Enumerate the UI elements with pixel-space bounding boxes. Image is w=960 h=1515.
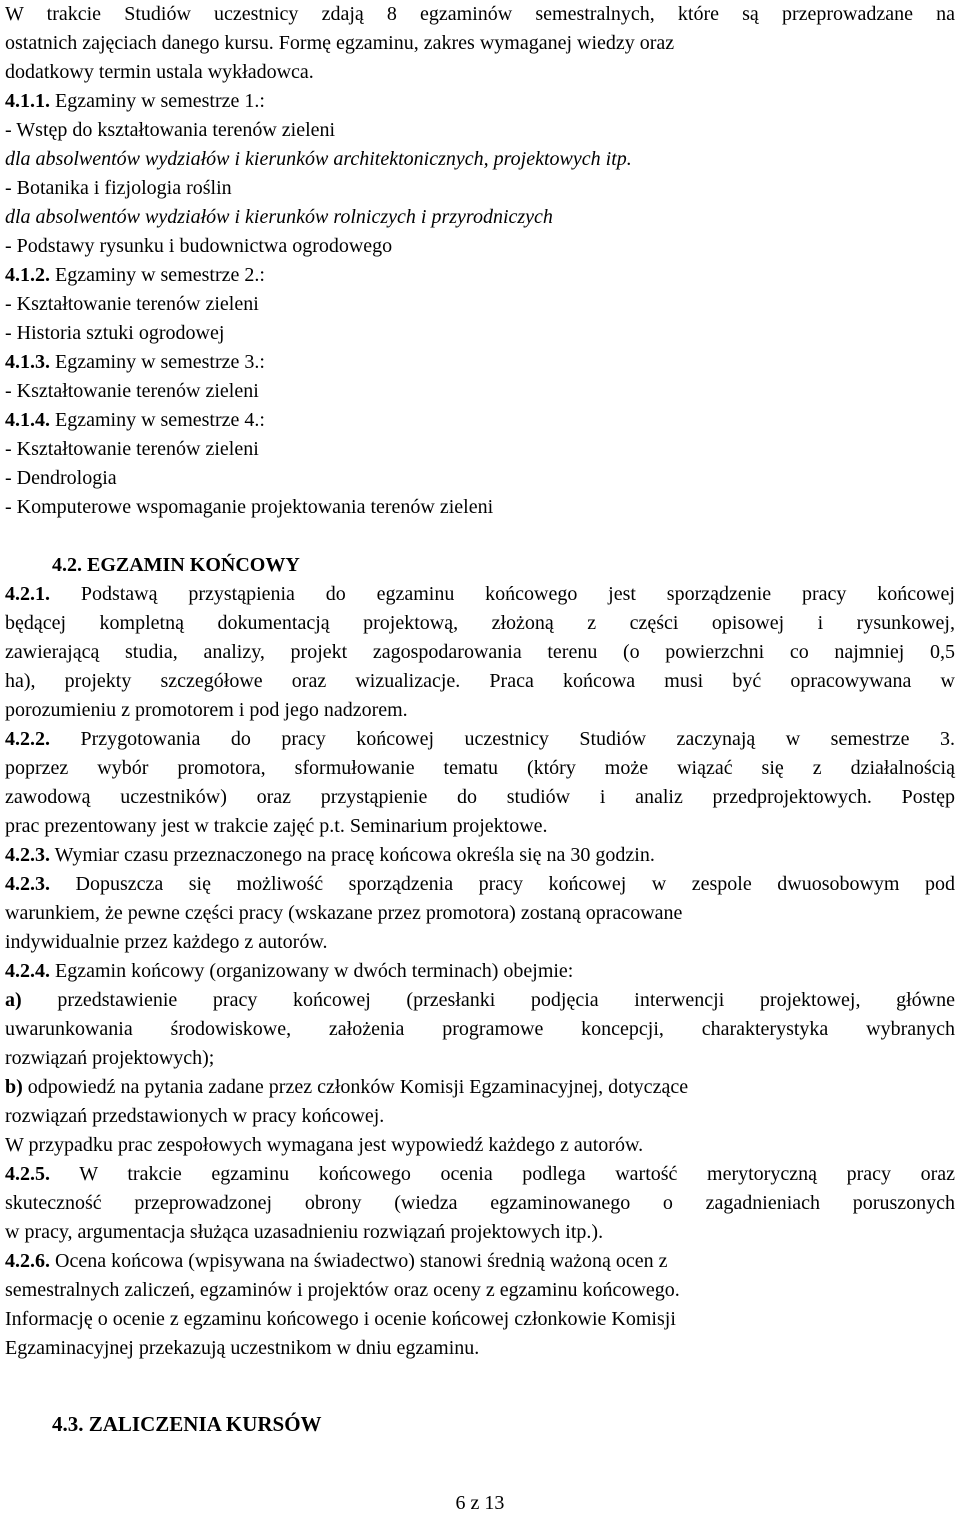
para-4-2-1-line xyxy=(5,580,955,609)
para-4-2-2-line: poprzez wybór promotora, sformułowanie tematu (który może wiązać się z działalnością xyxy=(5,757,955,779)
para-4-2-6-line: semestralnych zaliczeń, egzaminów i projektów oraz oceny z egzaminu końcowego. xyxy=(5,1279,680,1301)
para-4-2-1-line: ha), projekty szczegółowe oraz wizualizacje. Praca końcowa musi być opracowywana w xyxy=(5,670,955,692)
intro-line-1: W trakcie Studiów uczestnicy zdają 8 egzaminów semestralnych, które są przeprowadzane na xyxy=(5,3,955,25)
para-text: Dopuszcza się możliwość sporządzenia pracy końcowej w zespole dwuosobowym pod xyxy=(50,873,955,895)
sem1-item-note: dla absolwentów wydziałów i kierunków architektonicznych, projektowych itp. xyxy=(5,148,632,170)
sem3-item: - Kształtowanie terenów zieleni xyxy=(5,380,259,402)
para-text: odpowiedź na pytania zadane przez członków Komisji Egzaminacyjnej, dotyczące xyxy=(22,1076,689,1098)
section-4-3-heading: 4.3. ZALICZENIA KURSÓW xyxy=(52,1412,322,1436)
para-text: Egzamin końcowy (organizowany w dwóch terminach) obejmie: xyxy=(50,960,574,982)
sem4-item: - Dendrologia xyxy=(5,467,117,489)
para-4-2-1-line: porozumieniu z promotorem i pod jego nadzorem. xyxy=(5,699,408,721)
para-4-2-2-line xyxy=(5,725,955,754)
para-4-2-1-line: będącej kompletną dokumentacją projektową, złożoną z części opisowej i rysunkowej, xyxy=(5,612,955,634)
para-4-2-5-line xyxy=(5,1160,955,1189)
sem3-heading xyxy=(5,348,955,377)
sem2-title: Egzaminy w semestrze 2.: xyxy=(50,264,265,286)
para-4-2-6-line: Informację o ocenie z egzaminu końcowego i ocenie końcowej członkowie Komisji xyxy=(5,1308,676,1330)
sem1-number: 4.1.1. xyxy=(5,90,50,112)
sem1-item: - Wstęp do kształtowania terenów zieleni xyxy=(5,119,336,141)
intro-line-3: dodatkowy termin ustala wykładowca. xyxy=(5,61,314,83)
sem3-title: Egzaminy w semestrze 3.: xyxy=(50,351,265,373)
para-4-2-4-line xyxy=(5,986,955,1015)
para-4-2-3b-number: 4.2.3. xyxy=(5,873,50,895)
para-4-2-3b-line xyxy=(5,870,955,899)
sem1-heading xyxy=(5,87,955,116)
list-label-b: b) xyxy=(5,1076,23,1098)
para-4-2-2-line: zawodową uczestników) oraz przystąpienie do studiów i analiz przedprojektowych. Postęp xyxy=(5,786,955,808)
para-4-2-5-line: skuteczność przeprowadzonej obrony (wiedza egzaminowanego o zagadnieniach poruszonych xyxy=(5,1192,955,1214)
sem4-heading xyxy=(5,406,955,435)
para-4-2-3b-line: warunkiem, że pewne części pracy (wskazane przez promotora) zostaną opracowane xyxy=(5,902,683,924)
sem4-item: - Kształtowanie terenów zieleni xyxy=(5,438,259,460)
sem4-title: Egzaminy w semestrze 4.: xyxy=(50,409,265,431)
para-4-2-5-line: w pracy, argumentacja służąca uzasadnieniu rozwiązań projektowych itp.). xyxy=(5,1221,604,1243)
document-page xyxy=(5,0,955,1439)
para-4-2-2-number: 4.2.2. xyxy=(5,728,50,750)
para-4-2-4-line: rozwiązań projektowych); xyxy=(5,1047,215,1069)
sem1-title: Egzaminy w semestrze 1.: xyxy=(50,90,265,112)
sem1-item: - Podstawy rysunku i budownictwa ogrodowego xyxy=(5,235,393,257)
sem1-item-note: dla absolwentów wydziałów i kierunków rolniczych i przyrodniczych xyxy=(5,206,553,228)
para-4-2-6-line xyxy=(5,1247,955,1276)
para-4-2-4-line: W przypadku prac zespołowych wymagana jest wypowiedź każdego z autorów. xyxy=(5,1134,644,1156)
section-4-2-heading: 4.2. EGZAMIN KOŃCOWY xyxy=(52,554,300,576)
sem1-item: - Botanika i fizjologia roślin xyxy=(5,177,232,199)
para-4-2-1-number: 4.2.1. xyxy=(5,583,50,605)
para-4-2-6-line: Egzaminacyjnej przekazują uczestnikom w dniu egzaminu. xyxy=(5,1337,480,1359)
sem2-heading xyxy=(5,261,955,290)
sem4-item: - Komputerowe wspomaganie projektowania terenów zieleni xyxy=(5,496,494,518)
para-4-2-4-line: rozwiązań przedstawionych w pracy końcowej. xyxy=(5,1105,385,1127)
para-4-2-3b-line: indywidualnie przez każdego z autorów. xyxy=(5,931,328,953)
para-text: przedstawienie pracy końcowej (przesłanki podjęcia interwencji projektowej, główne xyxy=(21,989,955,1011)
list-label-a: a) xyxy=(5,989,22,1011)
para-text: Ocena końcowa (wpisywana na świadectwo) stanowi średnią ważoną ocen z xyxy=(50,1250,668,1272)
page-number: 6 z 13 xyxy=(455,1492,505,1514)
para-4-2-5-number: 4.2.5. xyxy=(5,1163,50,1185)
para-4-2-2-line: prac prezentowany jest w trakcie zajęć p.t. Seminarium projektowe. xyxy=(5,815,548,837)
para-4-2-6-number: 4.2.6. xyxy=(5,1250,50,1272)
para-text: Przygotowania do pracy końcowej uczestnicy Studiów zaczynają w semestrze 3. xyxy=(50,728,955,750)
para-text: W trakcie egzaminu końcowego ocenia podlega wartość merytoryczną pracy oraz xyxy=(50,1163,955,1185)
para-text: Podstawą przystąpienia do egzaminu końcowego jest sporządzenie pracy końcowej xyxy=(50,583,955,605)
para-4-2-1-line: zawierającą studia, analizy, projekt zagospodarowania terenu (o powierzchni co najmniej 0,5 xyxy=(5,641,955,663)
sem2-item: - Kształtowanie terenów zieleni xyxy=(5,293,259,315)
sem2-number: 4.1.2. xyxy=(5,264,50,286)
intro-line-2: ostatnich zajęciach danego kursu. Formę egzaminu, zakres wymaganej wiedzy oraz xyxy=(5,32,675,54)
para-4-2-4-line xyxy=(5,1073,955,1102)
para-4-2-4-line: uwarunkowania środowiskowe, założenia programowe koncepcji, charakterystyka wybranych xyxy=(5,1018,955,1040)
para-4-2-4-line xyxy=(5,957,955,986)
para-text: Wymiar czasu przeznaczonego na pracę końcowa określa się na 30 godzin. xyxy=(50,844,655,866)
para-4-2-3-number: 4.2.3. xyxy=(5,844,50,866)
sem4-number: 4.1.4. xyxy=(5,409,50,431)
sem3-number: 4.1.3. xyxy=(5,351,50,373)
para-4-2-3-line xyxy=(5,841,955,870)
para-4-2-4-number: 4.2.4. xyxy=(5,960,50,982)
sem2-item: - Historia sztuki ogrodowej xyxy=(5,322,225,344)
